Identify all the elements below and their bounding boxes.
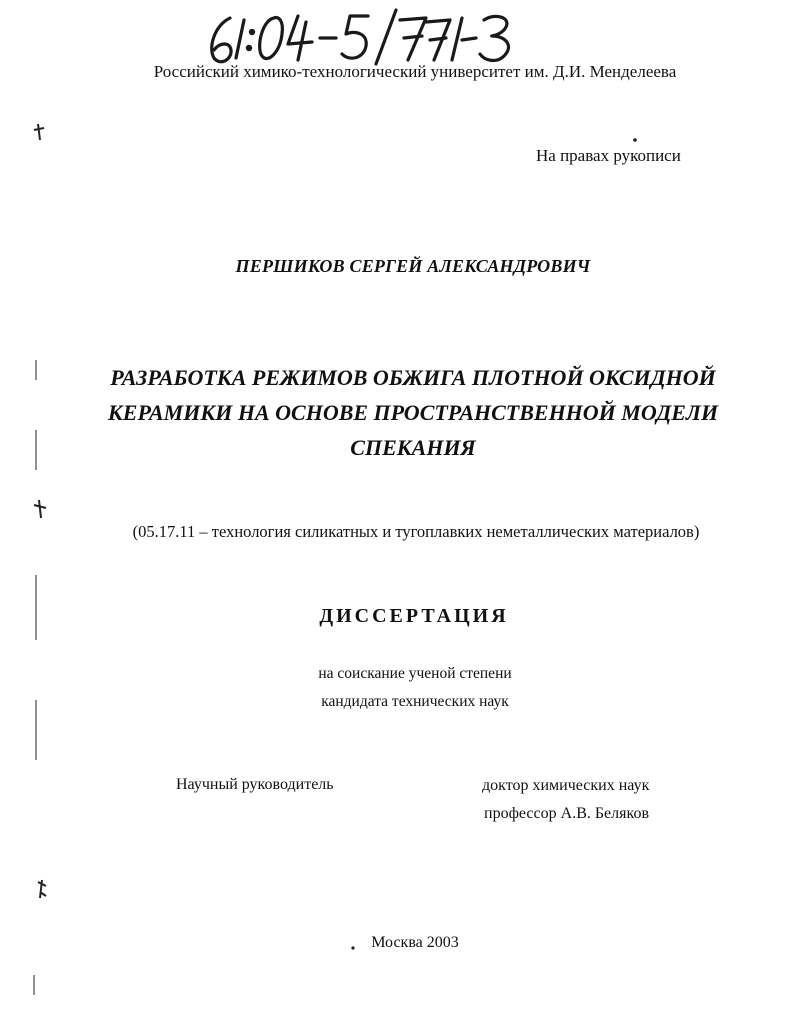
dissertation-title-line: КЕРАМИКИ НА ОСНОВЕ ПРОСТРАНСТВЕННОЙ МОДЕЛИ — [107, 400, 719, 425]
degree-line: кандидата технических наук — [321, 693, 509, 710]
specialty-code: (05.17.11 – технология силикатных и тугоплавких неметаллических материалов) — [132, 522, 700, 541]
supervisor-name: профессор А.В. Беляков — [484, 805, 650, 822]
rights-note: На правах рукописи — [536, 146, 681, 165]
degree-line: на соискание ученой степени — [318, 665, 512, 682]
university-name: Российский химико-технологический университет им. Д.И. Менделеева — [153, 62, 677, 81]
dissertation-title-line: СПЕКАНИЯ — [350, 435, 476, 460]
document-type: ДИССЕРТАЦИЯ — [319, 605, 509, 627]
supervisor-label: Научный руководитель — [176, 776, 334, 793]
handwritten-catalog-number — [200, 8, 520, 68]
handwriting-drawing — [200, 8, 520, 68]
author-name: ПЕРШИКОВ СЕРГЕЙ АЛЕКСАНДРОВИЧ — [235, 256, 591, 276]
city-year: Москва 2003 — [371, 934, 459, 951]
supervisor-title: доктор химических наук — [482, 777, 650, 794]
dissertation-title-line: РАЗРАБОТКА РЕЖИМОВ ОБЖИГА ПЛОТНОЙ ОКСИДНОЙ — [110, 365, 716, 390]
